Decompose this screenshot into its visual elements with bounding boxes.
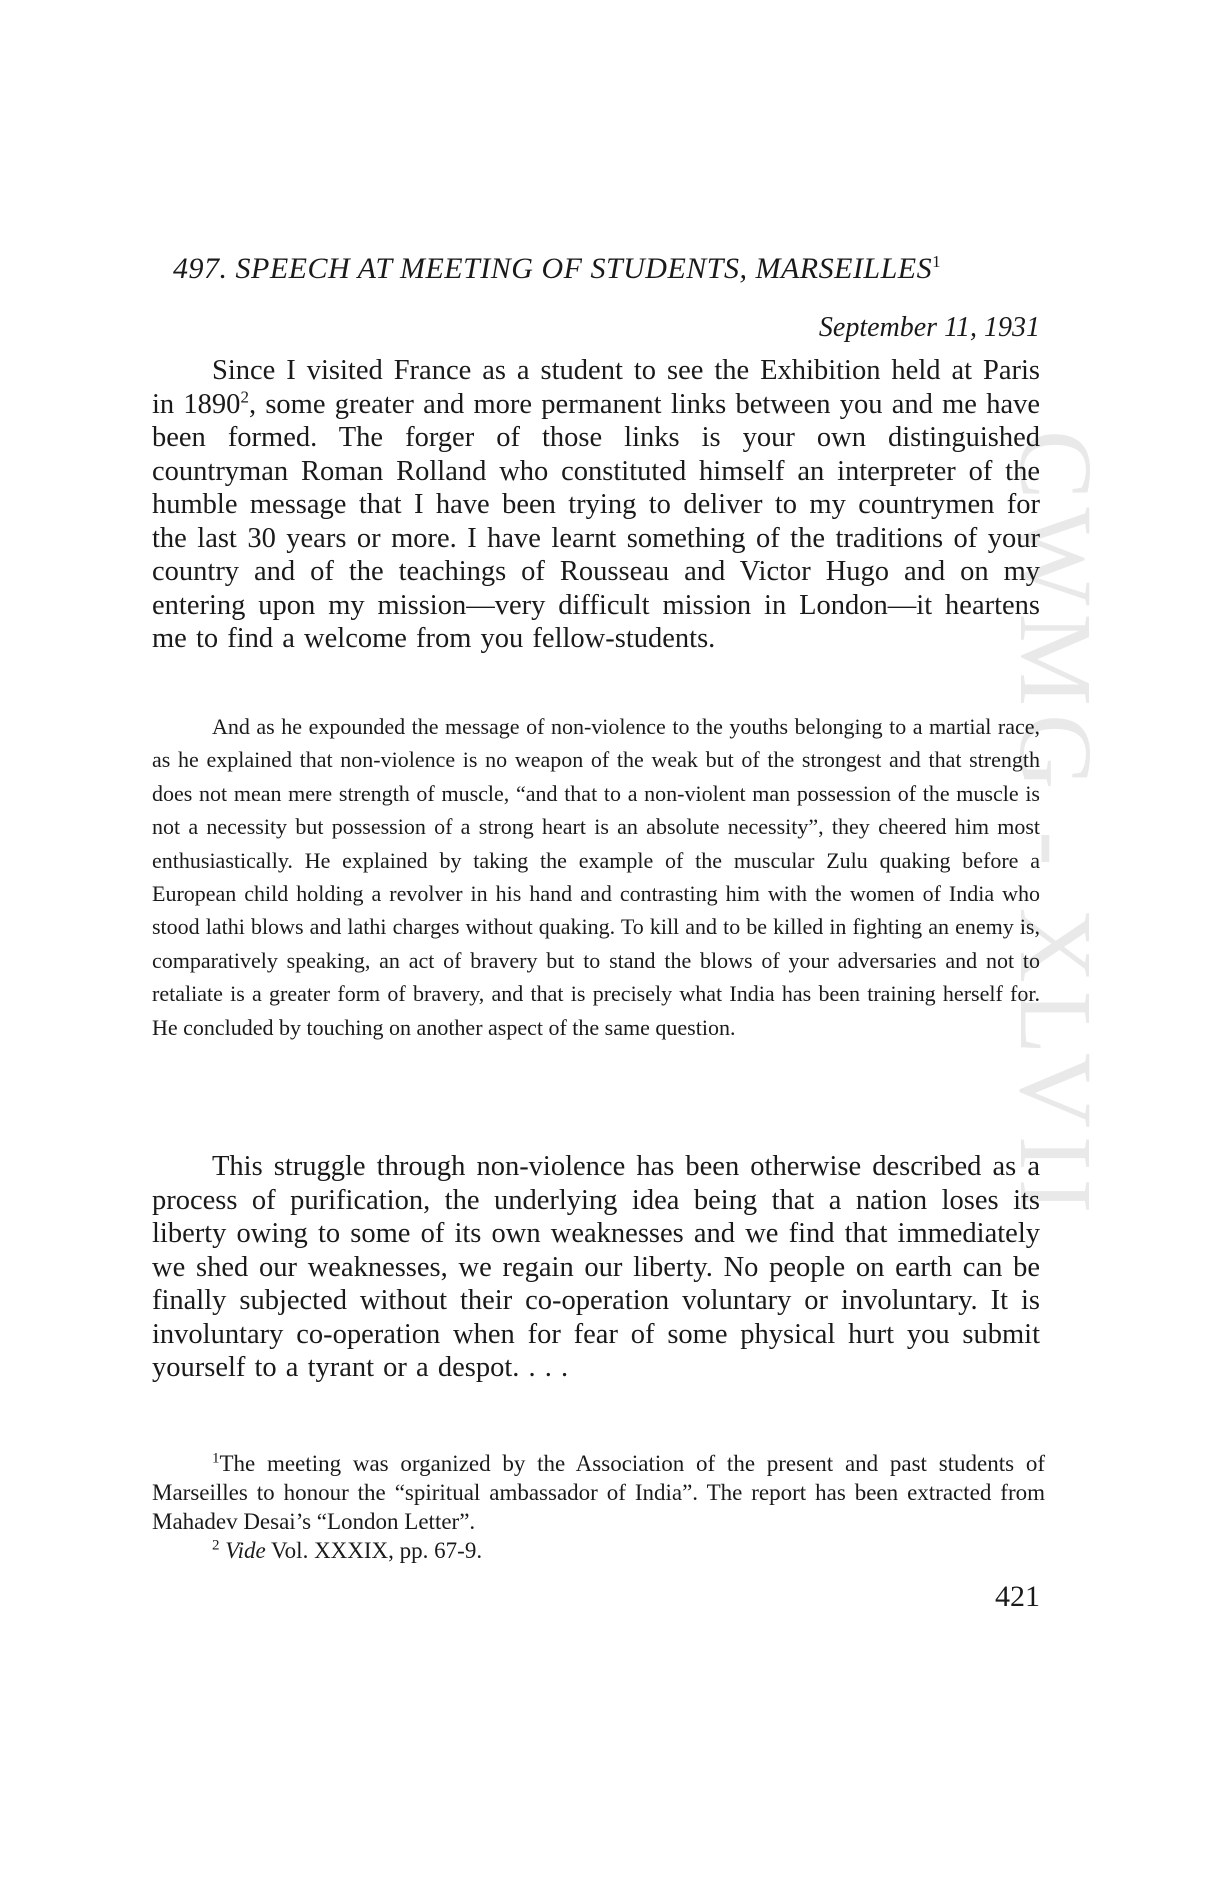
page-number: 421 — [995, 1580, 1040, 1613]
heading-footnote-marker: 1 — [932, 252, 942, 271]
paragraph-1-text-b: , some greater and more permanent links between you and me have been formed. The forger of those links is your own distinguished countryman Roman Rolland who constituted himself an interpreter of the humble message that I have been trying to deliver to my countrymen for the last 30 years or more. I have learnt something of the traditions of your country and of the teachings of Rousseau and Victor Hugo and on my entering upon my mission—very difficult mission in London—it heartens me to find a welcome from you fellow-students. — [152, 388, 1041, 654]
footnote-2-marker: 2 — [212, 1537, 220, 1554]
watermark-text: CWMG - XLVII — [998, 430, 1113, 1222]
footnote-ref-2: 2 — [240, 387, 249, 406]
footnotes — [152, 1449, 1045, 1565]
footnote-1-marker: 1 — [212, 1450, 220, 1467]
paragraph-1-text-a: Since I visited France as a student to see the Exhibition held at Paris in 1890 — [152, 355, 1040, 420]
heading-number: 497. — [173, 252, 228, 285]
footnote-2 — [152, 1536, 1045, 1565]
footnote-1 — [152, 1449, 1045, 1536]
paragraph-3-text: This struggle through non-violence has been otherwise described as a process of purification, the underlying idea being that a nation loses its liberty owing to some of its own weaknesses and we find that immediately we shed our weaknesses, we regain our liberty. No people on earth can be finally subjected without their co-operation voluntary or involuntary. It is involuntary co-operation when for fear of some physical hurt you submit yourself to a tyrant or a despot. . . . — [152, 1151, 1040, 1383]
paragraph-1 — [152, 354, 1040, 656]
section-heading — [173, 252, 1053, 286]
date-line: September 11, 1931 — [818, 312, 1040, 343]
heading-title: SPEECH AT MEETING OF STUDENTS, MARSEILLES — [235, 252, 933, 285]
footnote-2-italic: Vide — [225, 1538, 266, 1563]
footnote-2-text: Vol. XXXIX, pp. 67-9. — [265, 1538, 483, 1563]
paragraph-2-text: And as he expounded the message of non-violence to the youths belonging to a martial race, as he explained that non-violence is no weapon of the weak but of the strongest and that strength does not mean mere strength of muscle, “and that to a non-violent man possession of the muscle is not a necessity but possession of a strong heart is an absolute necessity”, they cheered him most enthusiastically. He explained by taking the example of the muscular Zulu quaking before a European child holding a revolver in his hand and contrasting him with the women of India who stood lathi blows and lathi charges without quaking. To kill and to be killed in fighting an enemy is, comparatively speaking, an act of bravery but to stand the blows of your adversaries and not to retaliate is a greater form of bravery, and that is precisely what India has been training herself for. He concluded by touching on another aspect of the same question. — [152, 714, 1040, 1040]
paragraph-3 — [152, 1150, 1040, 1385]
footnote-1-text: The meeting was organized by the Association of the present and past students of Marseilles to honour the “spiritual ambassador of India”. The report has been extracted from Mahadev Desai’s “London Letter”. — [152, 1451, 1045, 1534]
paragraph-2-report — [152, 710, 1040, 1044]
